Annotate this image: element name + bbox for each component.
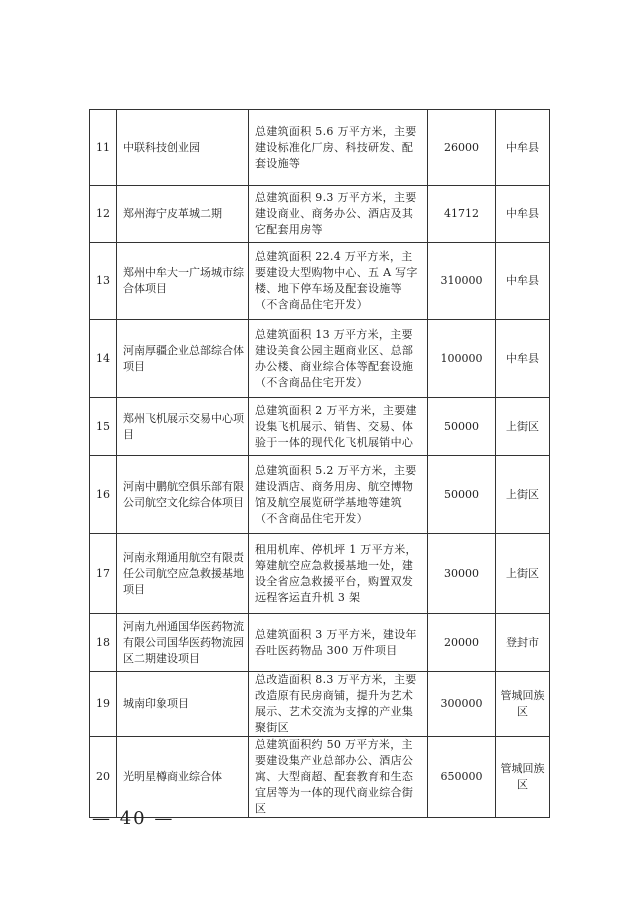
investment-amount: 26000 <box>428 110 496 186</box>
project-location: 上街区 <box>496 398 550 456</box>
project-name: 光明星樽商业综合体 <box>117 737 249 818</box>
table-row <box>90 456 550 534</box>
row-number: 18 <box>90 614 117 672</box>
project-description: 总建筑面积 5.6 万平方米，主要建设标准化厂房、科技研发、配套设施等 <box>249 110 428 186</box>
row-number: 15 <box>90 398 117 456</box>
project-description: 租用机库、停机坪 1 万平方米，筹建航空应急救援基地一处，建设全省应急救援平台，购置双发远程客运直升机 3 架 <box>249 534 428 614</box>
project-location: 中牟县 <box>496 186 550 243</box>
project-location: 管城回族区 <box>496 672 550 737</box>
investment-amount: 310000 <box>428 243 496 320</box>
investment-amount: 100000 <box>428 320 496 398</box>
table-row <box>90 110 550 186</box>
investment-amount: 30000 <box>428 534 496 614</box>
row-number: 16 <box>90 456 117 534</box>
project-name: 河南厚疆企业总部综合体项目 <box>117 320 249 398</box>
project-name: 城南印象项目 <box>117 672 249 737</box>
table-row <box>90 398 550 456</box>
project-name: 郑州飞机展示交易中心项目 <box>117 398 249 456</box>
investment-amount: 650000 <box>428 737 496 818</box>
project-name: 中联科技创业园 <box>117 110 249 186</box>
investment-amount: 41712 <box>428 186 496 243</box>
row-number: 20 <box>90 737 117 818</box>
project-description: 总建筑面积约 50 万平方米，主要建设集产业总部办公、酒店公寓、大型商超、配套教育和生态宜居等为一体的现代商业综合街区 <box>249 737 428 818</box>
project-description: 总建筑面积 5.2 万平方米，主要建设酒店、商务用房、航空博物馆及航空展览研学基地等建筑（不含商品住宅开发） <box>249 456 428 534</box>
project-location: 上街区 <box>496 534 550 614</box>
investment-amount: 20000 <box>428 614 496 672</box>
table-row <box>90 186 550 243</box>
project-description: 总改造面积 8.3 万平方米，主要改造原有民房商铺，提升为艺术展示、艺术交流为支撑的产业集聚街区 <box>249 672 428 737</box>
row-number: 11 <box>90 110 117 186</box>
project-description: 总建筑面积 3 万平方米，建设年吞吐医药物品 300 万件项目 <box>249 614 428 672</box>
project-name: 郑州中牟大一广场城市综合体项目 <box>117 243 249 320</box>
project-table <box>89 109 550 818</box>
row-number: 19 <box>90 672 117 737</box>
table-row <box>90 534 550 614</box>
table-row <box>90 320 550 398</box>
page-number: — 40 — <box>92 808 175 829</box>
project-description: 总建筑面积 9.3 万平方米，主要建设商业、商务办公、酒店及其它配套用房等 <box>249 186 428 243</box>
project-location: 中牟县 <box>496 243 550 320</box>
investment-amount: 50000 <box>428 398 496 456</box>
project-location: 登封市 <box>496 614 550 672</box>
table-row <box>90 614 550 672</box>
investment-amount: 50000 <box>428 456 496 534</box>
project-name: 郑州海宁皮革城二期 <box>117 186 249 243</box>
row-number: 12 <box>90 186 117 243</box>
project-name: 河南九州通国华医药物流有限公司国华医药物流园区二期建设项目 <box>117 614 249 672</box>
project-location: 中牟县 <box>496 110 550 186</box>
table-row <box>90 672 550 737</box>
project-location: 中牟县 <box>496 320 550 398</box>
project-location: 上街区 <box>496 456 550 534</box>
row-number: 14 <box>90 320 117 398</box>
investment-amount: 300000 <box>428 672 496 737</box>
project-location: 管城回族区 <box>496 737 550 818</box>
project-description: 总建筑面积 13 万平方米，主要建设美食公园主题商业区、总部办公楼、商业综合体等配套设施（不含商品住宅开发） <box>249 320 428 398</box>
table-row <box>90 737 550 818</box>
table-row <box>90 243 550 320</box>
row-number: 17 <box>90 534 117 614</box>
project-name: 河南中鹏航空俱乐部有限公司航空文化综合体项目 <box>117 456 249 534</box>
project-name: 河南永翔通用航空有限责任公司航空应急救援基地项目 <box>117 534 249 614</box>
project-description: 总建筑面积 2 万平方米，主要建设集飞机展示、销售、交易、体验于一体的现代化飞机展销中心 <box>249 398 428 456</box>
project-description: 总建筑面积 22.4 万平方米，主要建设大型购物中心、五 A 写字楼、地下停车场及配套设施等（不含商品住宅开发） <box>249 243 428 320</box>
row-number: 13 <box>90 243 117 320</box>
